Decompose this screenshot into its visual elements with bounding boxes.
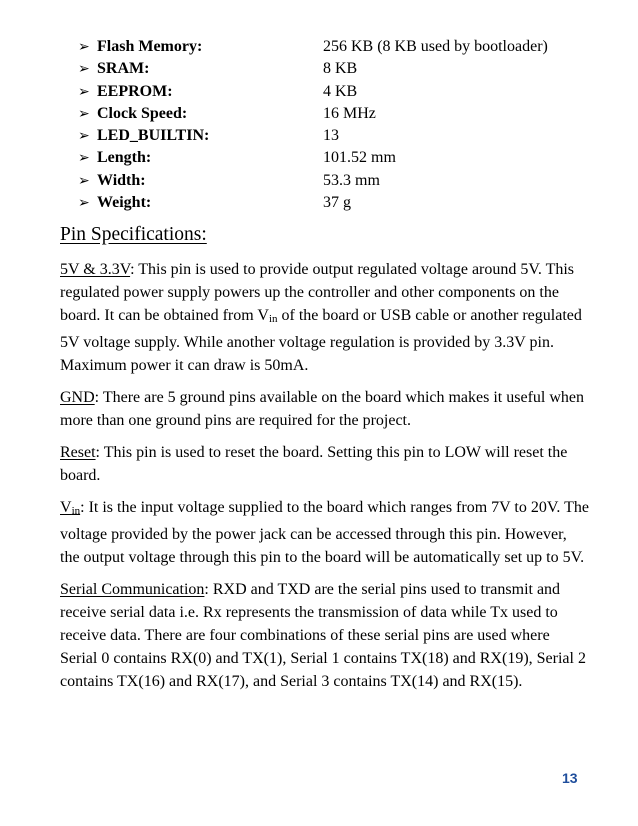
spec-row-sram	[78, 58, 598, 80]
spec-value: 53.3 mm	[323, 171, 380, 189]
spec-value: 37 g	[323, 194, 351, 212]
arrow-bullet-icon: ➢	[78, 106, 90, 122]
spec-row-width	[78, 170, 598, 192]
subscript: in	[268, 313, 278, 325]
term-vin-letter: V	[60, 499, 72, 516]
spec-value: 13	[323, 127, 339, 145]
term-5v-3v3: 5V & 3.3V	[60, 261, 131, 278]
spec-value: 256 KB (8 KB used by bootloader)	[323, 38, 548, 55]
spec-value: 101.52 mm	[323, 149, 396, 167]
spec-row-led-builtin	[78, 125, 598, 147]
arrow-bullet-icon: ➢	[78, 196, 90, 212]
spec-label: SRAM:	[97, 60, 150, 78]
paragraph-text: : It is the input voltage supplied to the board which ranges from 7V to 20V. The voltage provided by the power jack can be accessed through this pin. However, the output voltage through this pin to the board will be automatically set up to 5V.	[60, 499, 589, 566]
spec-row-length	[78, 147, 598, 169]
term-vin	[60, 499, 80, 516]
spec-label: EEPROM:	[97, 82, 173, 100]
arrow-bullet-icon: ➢	[78, 173, 90, 189]
term-reset: Reset	[60, 444, 96, 461]
subscript: in	[71, 505, 81, 517]
spec-label: Weight:	[97, 194, 152, 212]
spec-row-flash-memory	[78, 36, 598, 58]
spec-value: 4 KB	[323, 82, 358, 100]
spec-value: 16 MHz	[323, 104, 376, 122]
spec-row-weight	[78, 192, 598, 214]
spec-label: Flash Memory:	[97, 38, 203, 55]
spec-label: LED_BUILTIN:	[97, 127, 210, 145]
arrow-bullet-icon: ➢	[78, 129, 90, 145]
paragraph-reset	[60, 441, 590, 487]
paragraph-text: : RXD and TXD are the serial pins used to transmit and receive serial data i.e. Rx represents the transmission of data while Tx used to receive data. There are four combinations of these serial pins are used where Serial 0 contains RX(0) and TX(1), Serial 1 contains TX(18) and RX(19), Serial 2 contains TX(16) and RX(17), and Serial 3 contains TX(14) and RX(15).	[60, 581, 586, 690]
arrow-bullet-icon: ➢	[78, 84, 90, 100]
spec-value: 8 KB	[323, 60, 358, 78]
paragraph-gnd	[60, 386, 590, 432]
paragraph-text: : This pin is used to provide output regulated voltage around 5V. This regulated power supply powers up the controller and other components on the board. It can be obtained from V	[60, 261, 575, 324]
paragraph-vin	[60, 496, 590, 569]
section-heading: Pin Specifications:	[60, 224, 207, 245]
term-serial-communication: Serial Communication	[60, 581, 205, 598]
spec-label: Length:	[97, 149, 152, 167]
paragraph-text: : This pin is used to reset the board. Setting this pin to LOW will reset the board.	[60, 444, 568, 484]
spec-label: Clock Speed:	[97, 104, 188, 122]
page-number: 13	[562, 770, 578, 786]
arrow-bullet-icon: ➢	[78, 151, 90, 167]
paragraph-text: : There are 5 ground pins available on the board which makes it useful when more than one ground pins are required for the project.	[60, 389, 585, 429]
spec-row-clock-speed	[78, 103, 598, 125]
arrow-bullet-icon: ➢	[78, 40, 90, 55]
pin-descriptions	[60, 258, 590, 702]
spec-label: Width:	[97, 171, 146, 189]
term-gnd: GND	[60, 389, 95, 406]
spec-row-eeprom	[78, 81, 598, 103]
arrow-bullet-icon: ➢	[78, 62, 90, 78]
paragraph-serial	[60, 578, 590, 693]
paragraph-power-pins	[60, 258, 590, 377]
spec-list	[78, 36, 598, 214]
paragraph-text: of the board or USB cable or another regulated 5V voltage supply. While another voltage regulation is provided by 3.3V pin. Maximum power it can draw is 50mA.	[60, 307, 582, 374]
